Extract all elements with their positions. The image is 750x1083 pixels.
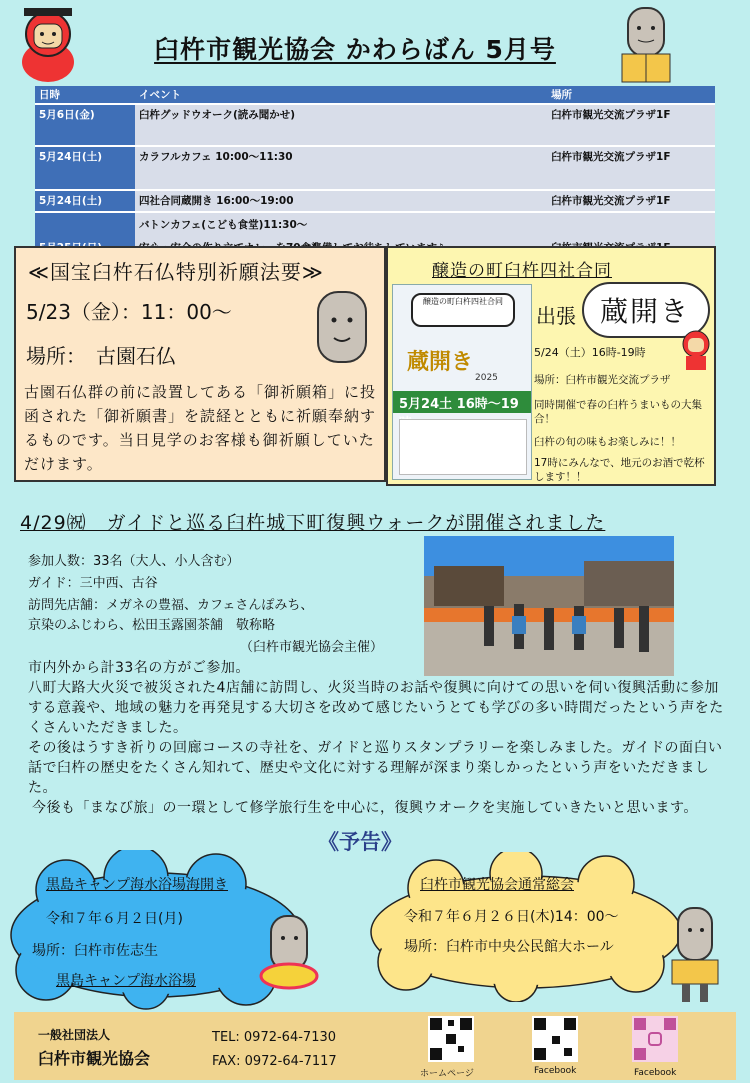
qr-label: Facebook — [634, 1068, 677, 1078]
assembly-place: 場所：臼杵市中央公民館大ホール — [404, 939, 614, 955]
fax-number: FAX: 0972-64-7117 — [212, 1054, 337, 1069]
report-paragraph: 市内外から計33名の方がご参加。 — [28, 660, 250, 676]
footer — [14, 1012, 736, 1080]
homepage-qr-icon[interactable] — [428, 1016, 474, 1062]
event-place: 臼杵市観光交流プラザ1F — [547, 190, 715, 212]
brewery-date: 5/24（土）16時-19時 — [534, 346, 646, 359]
brewery-note: 臼杵の旬の味もお楽しみに！！ — [534, 436, 681, 448]
red-mascot-icon — [678, 328, 714, 376]
stone-mascot-swim-ring-icon — [258, 914, 320, 1004]
walk-host: （臼杵市観光協会主催） — [240, 640, 384, 655]
events-table — [35, 86, 715, 257]
brewery-event-box — [386, 246, 716, 486]
facebook-qr-icon[interactable] — [632, 1016, 678, 1062]
event-name: カラフルカフェ 10:00～11:30 — [135, 146, 547, 190]
qr-label: Facebook — [534, 1066, 577, 1076]
page-title: 臼杵市観光協会 かわらばん 5月号 — [154, 35, 556, 64]
event-date: 5月6日(金) — [35, 104, 135, 146]
brewery-title: 醸造の町臼杵四社合同 — [432, 261, 612, 281]
prayer-title: ≪国宝臼杵石仏特別祈願法要≫ — [28, 260, 324, 284]
walk-report-body — [28, 658, 728, 818]
prayer-place: 場所： 古園石仏 — [26, 344, 176, 368]
walk-shops: 訪問先店舗：メガネの豊福、カフェさんぽみち、 — [28, 598, 314, 613]
column-header-place: 場所 — [547, 86, 715, 104]
event-place: 臼杵市観光交流プラザ1F — [547, 146, 715, 190]
beach-date: 令和７年６月２日(月) — [46, 911, 183, 927]
event-name: 四社合同蔵開き 16:00～19:00 — [135, 190, 547, 212]
poster-headline: 蔵開き — [407, 350, 474, 375]
beach-place: 場所：臼杵市佐志生 — [32, 943, 158, 959]
brewery-note: 同時開催で春の臼杵うまいもの大集合！ — [534, 399, 702, 425]
assembly-title: 臼杵市観光協会通常総会 — [420, 877, 574, 893]
event-date: 5月24日(土) — [35, 190, 135, 212]
walk-participants: 参加人数：33名（大人、小人含む） — [28, 554, 240, 569]
poster-year: 2025 — [475, 373, 498, 383]
event-name: 臼杵グッドウオーク(読み聞かせ) — [135, 104, 547, 146]
table-row — [35, 104, 715, 146]
table-row — [35, 146, 715, 190]
beach-title: 黒島キャンプ海水浴場海開き — [46, 877, 228, 893]
qr-label: ホームページ — [420, 1069, 474, 1079]
event-name-line1: バトンカフェ(こども食堂)11:30～ — [139, 219, 308, 231]
org-name: 臼杵市観光協会 — [38, 1049, 151, 1068]
notice-heading: 《予告》 — [318, 830, 402, 854]
prayer-time: 5/23（金）：11：00～ — [26, 300, 232, 324]
report-paragraph: その後はうすき祈りの回廊コースの寺社を、ガイドと巡りスタンプラリーを楽しみました。ガイドの面白い話で臼杵の歴史をたくさん知れて、歴史や文化に対する理解が深まり楽しかったという声をいただきました。 — [28, 740, 723, 796]
report-paragraph: 今後も「まなび旅」の一環として修学旅行生を中心に，復興ウオークを実施していきたいと思います。 — [32, 800, 698, 816]
poster-heading: 醸造の町臼杵四社合同 — [411, 293, 515, 327]
phone-number: TEL: 0972-64-7130 — [212, 1030, 337, 1045]
walk-shops: 京染のふじわら、松田玉露園茶舗 敬称略 — [28, 618, 276, 633]
general-assembly-cloud — [366, 852, 686, 1002]
kura-biraki-poster — [392, 284, 532, 480]
brewery-prefix: 出張 — [536, 304, 576, 328]
stone-buddha-mascot-icon — [306, 288, 378, 382]
brewery-place: 場所：臼杵市観光交流プラザ — [534, 374, 671, 386]
event-date: 5月24日(土) — [35, 146, 135, 190]
prayer-description: 古園石仏群の前に設置してある「御祈願箱」に投函された「御祈願書」を読経とともに祈願奉納するものです。当日見学のお客様も御祈願していただけます。 — [24, 383, 377, 473]
prayer-ceremony-box — [14, 246, 386, 482]
poster-date: 5月24土 16時～19 — [399, 397, 519, 412]
stone-mascot-carrying-icon — [664, 906, 726, 1010]
walk-guides: ガイド：三中西、古谷 — [28, 576, 158, 591]
assembly-date: 令和７年６月２６日(木)14：00～ — [404, 909, 619, 925]
walk-event-photo — [424, 536, 674, 676]
brewery-note: 17時にみんなで、地元のお酒で乾杯します！！ — [534, 457, 705, 483]
table-row — [35, 190, 715, 212]
walk-report-title: 4/29㈷ ガイドと巡る臼杵城下町復興ウォークが開催されました — [20, 512, 606, 534]
column-header-event: イベント — [135, 86, 547, 104]
report-paragraph: 八町大路大火災で被災された4店舗に訪問し、火災当時のお話や復興に向けての思いを伺い復興活動に参加する意義や、地域の魅力を再発見する大切さを改めて感じたいうとても学びの多い時間だったという声をたくさんいただきました。 — [28, 680, 724, 736]
event-place: 臼杵市観光交流プラザ1F — [547, 104, 715, 146]
column-header-date: 日時 — [35, 86, 135, 104]
facebook-qr-icon[interactable] — [532, 1016, 578, 1062]
brewery-headline: 蔵開き — [600, 295, 691, 328]
stone-mascot-reading-icon — [608, 4, 684, 90]
red-mascot-icon — [8, 2, 86, 88]
poster-details-panel — [399, 419, 527, 475]
org-type: 一般社団法人 — [38, 1028, 111, 1042]
beach-venue: 黒島キャンプ海水浴場 — [56, 973, 196, 989]
